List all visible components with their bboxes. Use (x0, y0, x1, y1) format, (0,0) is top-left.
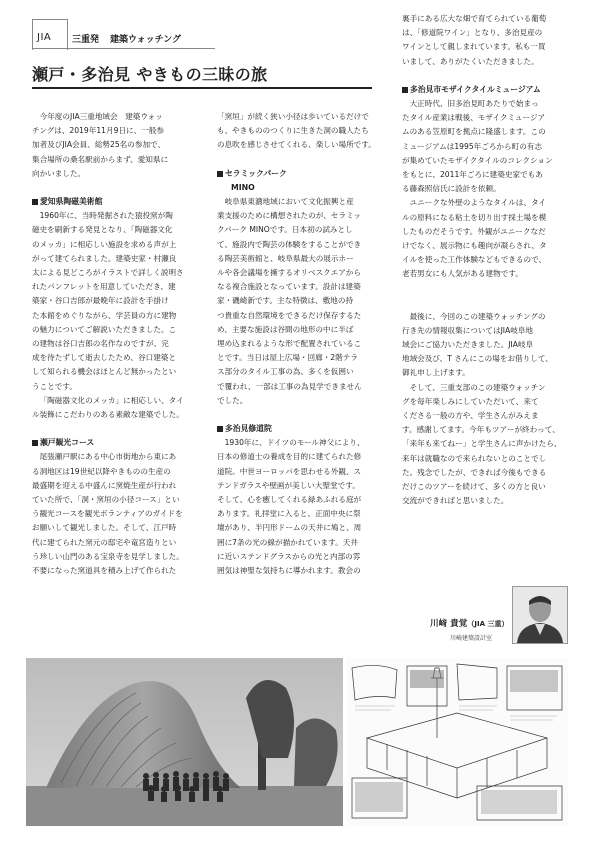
text-line: グを毎年楽しみにしていただいて、来て (402, 396, 539, 406)
text-line: ルや各会議場を擁するオリベスクエアから (217, 268, 361, 278)
text-line: 地域会及び、T さんにこの場をお借りして、 (402, 354, 553, 364)
text-line: ユニークな外壁のようなタイルは、タイ (409, 198, 546, 208)
bullet-square-icon (217, 426, 223, 432)
text-line: ていた所で、「洞・窯垣の小径コース」とい (32, 495, 180, 505)
text-line: 行き先の情報収集についてはJIA岐阜地 (402, 325, 534, 335)
section-paragraph (32, 450, 202, 578)
text-line: 交流ができればと思いました。 (402, 496, 509, 506)
author-office: 川崎建築設計室 (450, 635, 493, 642)
jia-logo: JIA (37, 32, 52, 43)
author-name: 川﨑 貴覚（JIA 三重） (430, 619, 509, 629)
text-line: ミュージアムは1995年ごろから町の有志 (402, 141, 542, 151)
text-line: 成を待たずして逝去したため、谷口建築と (32, 353, 176, 363)
text-line: 御礼申し上げます。 (402, 368, 470, 378)
bullet-square-icon (32, 440, 38, 446)
section-paragraph (402, 12, 567, 69)
text-line: う珍しい山門のある宝泉寺を見学しました。 (32, 551, 184, 561)
text-line: に近いステンドグラスからの光と内部の雰 (217, 551, 361, 561)
text-line: る藤森照信氏に設計を依頼。 (402, 184, 501, 194)
text-line: 代に建てられた窯元の邸宅や竜宮造りとい (32, 537, 177, 547)
text-line: 磁史を刷新する発見となり、「陶磁器文化 (32, 225, 173, 235)
text-line: る洞地区は19世紀以降やきものの生産の (32, 466, 171, 476)
section-paragraph (32, 209, 202, 394)
section-paragraph (32, 394, 202, 422)
text-line: 岐阜県東濃地域において文化振興と産 (224, 197, 354, 207)
group-photo-icon (26, 658, 343, 826)
section-paragraph (217, 436, 387, 578)
text-line: のメッカ」に相応しい施設を求める声が上 (32, 239, 177, 249)
text-line: だけこのツアーを続けて、多くの方と良い (402, 482, 546, 492)
text-line: とです。当日は屋上広場・回廊・2階テラ (217, 353, 358, 363)
section-paragraph (402, 310, 567, 381)
section-paragraph (402, 381, 567, 509)
text-line: た本館をめぐりながら、学芸員の方に建物 (32, 310, 177, 320)
text-line: て、施設内で陶芸の体験をすることができ (217, 239, 362, 249)
text-line: の息吹を感じさせてくれる、楽しい場所です。 (217, 140, 376, 150)
text-line: ムのある笠原町を拠点に隆盛します。この (402, 127, 546, 137)
text-line: る陶芸美術館と、岐阜県最大の展示ホー (217, 253, 354, 263)
text-line: の建物は谷口吉郎の名作なのですが、完 (32, 339, 169, 349)
text-line: 家・磯崎新です。主な特徴は、敷地の持 (217, 296, 354, 306)
text-line: 壇があり、半円形ドームの天井に鳩と、周 (217, 523, 362, 533)
header-rule (32, 48, 215, 49)
text-line: いまして、ありがたくいただきました。 (402, 56, 539, 66)
text-line: 「窯垣」が続く狭い小径は歩いているだけで (217, 112, 369, 121)
text-line: う観光コースを観光ボランティアのガイドを (32, 509, 183, 519)
text-line: ワインとして親しまれています。私も一買 (402, 42, 546, 52)
text-line: 集合場所の桑名駅前からまず、愛知県に (32, 154, 169, 164)
text-line: 「陶磁器文化のメッカ」に相応しい、タイ (39, 395, 184, 405)
text-line: れたパンフレットを用意していただき、建 (32, 282, 176, 292)
text-line: は、「修道院ワイン」となり、多治見産の (402, 28, 543, 38)
architectural-sketch-icon (347, 658, 568, 826)
text-line: 最後に、今回のこの建築ウォッチングの (409, 311, 546, 321)
text-line: 最盛期を迎える中盛んに窯焼生産が行われ (32, 480, 177, 490)
text-line: 日本の修道士の養成を目的に建てられた修 (217, 452, 362, 462)
section-heading: 多治見修道院 (217, 422, 387, 436)
text-line: そして、三重支部のこの建築ウォッチン (409, 382, 546, 392)
intro-paragraph (32, 110, 202, 181)
section-subheading: MINO (231, 182, 255, 192)
text-line: す。感謝してます。今年もツアーが終わって、 (402, 425, 560, 435)
text-line: め、主要な施設は谷間の地形の中に半ば (217, 324, 354, 334)
text-line: イルを使った工作体験などもできるので、 (402, 255, 547, 265)
section-heading: 多治見市モザイクタイルミュージアム (402, 83, 567, 97)
text-line: でした。 (217, 395, 248, 405)
text-line: 1930年に、ドイツのモール神父により、 (224, 438, 365, 448)
text-line: したものだそうです。外観がユニークなだ (402, 226, 546, 236)
text-line: ル装飾にこだわりのある素敵な建築でした。 (32, 410, 184, 420)
text-line: 太による見どころがイラストで詳しく説明さ (32, 268, 184, 278)
text-line: 囲気は神聖な気持ちに導かれます。教会の (217, 566, 361, 576)
text-line: たタイル産業は戦後、モザイクミュージア (402, 113, 546, 123)
section-heading: 瀬戸観光コース (32, 436, 202, 450)
text-line: クパーク MINOです。日本初の試みとし (217, 225, 353, 235)
text-line: 囲に7条の光の線が描かれています。天井 (217, 537, 358, 547)
text-line: で覆われ、一部は工事の為見学できません (217, 381, 362, 391)
column-1 (32, 110, 202, 578)
title-rule (32, 87, 372, 89)
text-line: して知られる機会はほとんど無かったとい (32, 367, 177, 377)
text-line: うことです。 (32, 381, 77, 391)
text-line: 加者及びJIA会員、総勢25名の参加で、 (32, 140, 166, 150)
text-line: お願いして観光しました。そして、江戸時 (32, 523, 177, 533)
bullet-square-icon (402, 87, 408, 93)
text-line: 裏手にある広大な畑で育てられている葡萄 (402, 14, 547, 23)
section-paragraph (402, 97, 567, 196)
text-line: をもとに、2011年ごろに建築史家でもあ (402, 170, 543, 180)
text-line: つ貴重な自然環境をできるだけ保存するた (217, 310, 362, 320)
bullet-square-icon (32, 199, 38, 205)
header-region: 三重発 (72, 35, 100, 45)
text-line: 築家・谷口吉郎が最晩年に設計を手掛け (32, 296, 169, 306)
text-line: テンドガラスや壁画が美しい大聖堂です。 (217, 480, 360, 490)
text-line: 「来年も来てねー」と学生さんに声かけたら、 (402, 439, 562, 449)
text-line: ルの原料になる粘土を切り出す採土場を模 (402, 212, 547, 222)
text-line: 域会にご協力いただきました。JIA岐阜 (402, 340, 534, 350)
section-paragraph (402, 196, 567, 281)
text-line: あります。礼拝堂に入ると、正面中央に祭 (217, 509, 361, 519)
section-paragraph (217, 110, 387, 153)
section-paragraph (217, 195, 387, 408)
text-line: 来年は就職なので来られないとのことでし (402, 453, 547, 463)
text-line: 不要になった窯道具を積み上げて作られた (32, 566, 177, 576)
header-series: 建築ウォッチング (110, 35, 182, 45)
text-line: けでなく、展示物にも趣向が凝らされ、タ (402, 241, 547, 251)
text-line: も、やきもののつくりに生きた洞の職人たち (217, 126, 369, 136)
text-line: 向かいました。 (32, 168, 86, 178)
text-line: がって建てられました。建築史家・村瀬良 (32, 253, 177, 263)
text-line: た。残念でしたが、できれば今後もできる (402, 467, 547, 477)
section-heading: 愛知県陶磁美術館 (32, 195, 202, 209)
text-line: くださる一般の方や、学生さんがみえま (402, 411, 539, 421)
author-portrait-icon (512, 586, 568, 644)
text-line: なる複合施設となっています。設計は建築 (217, 282, 361, 292)
column-2 (217, 110, 387, 578)
text-line: 老若男女にも人気がある建物です。 (402, 269, 523, 279)
bullet-square-icon (217, 171, 223, 177)
text-line: 1960年に、当時発掘された猿投窯が陶 (39, 211, 173, 221)
text-line: 大正時代、旧多治見町あたりで始まっ (409, 99, 539, 109)
text-line: 埋め込まれるような形で配置されているこ (217, 339, 362, 349)
column-3 (402, 12, 567, 509)
text-line: が集めていたモザイクタイルのコレクション (402, 155, 553, 165)
text-line: の魅力についてご解説いただきました。こ (32, 324, 177, 334)
text-line: 道院。中世ヨーロッパを思わせる外観、ス (217, 466, 362, 476)
section-heading: セラミックパーク (217, 167, 387, 181)
text-line: チングは、2019年11月9日に、一般参 (32, 126, 165, 136)
text-line: ス部分のタイル工事の為、多くを仮囲い (217, 367, 354, 377)
article-title: 瀬戸・多治見 やきもの三昧の旅 (32, 65, 268, 84)
text-line: そして、心を癒してくれる緑あふれる庭が (217, 495, 362, 505)
text-line: 今年度のJIA三重地域会 建築ウォッ (39, 112, 163, 121)
text-line: 業支援のために構想されたのが、セラミッ (217, 211, 362, 221)
text-line: 尾張瀬戸駅にある中心市街地から東にあ (39, 452, 177, 462)
